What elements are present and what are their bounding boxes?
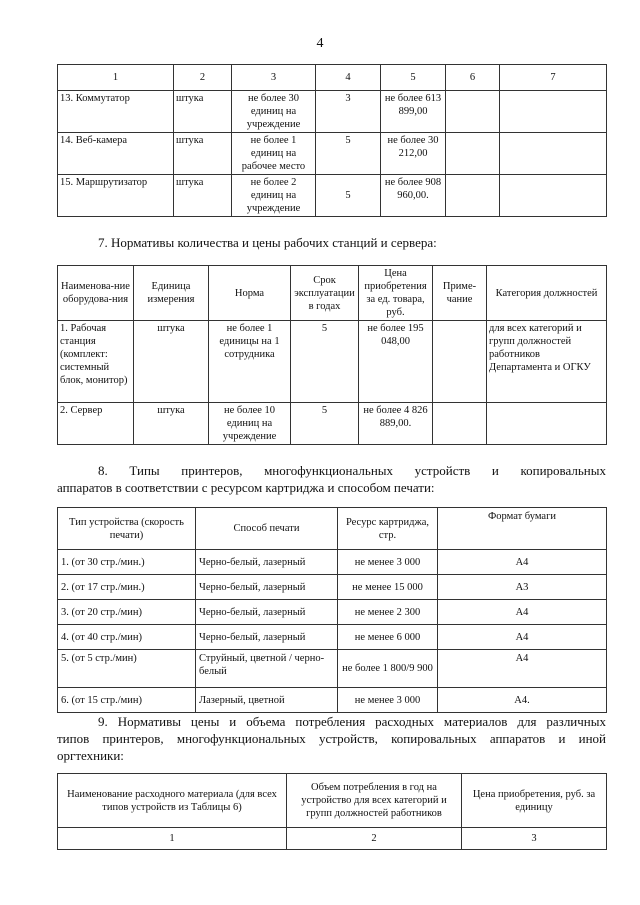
table-cell: не менее 6 000 [338, 625, 438, 650]
table-cell: А4 [438, 650, 607, 688]
table-cell: А4 [438, 550, 607, 575]
table-cell: штука [174, 133, 232, 175]
table-cell: 2. Сервер [58, 403, 134, 445]
table-cell: 5 [291, 321, 359, 403]
section-9-heading-line-2: типов принтеров, многофункциональных устройств, копировальных аппаратов и иной [57, 731, 606, 746]
column-number: 7 [500, 65, 607, 91]
table-cell: Черно-белый, лазерный [196, 575, 338, 600]
table-row [58, 175, 607, 217]
table-header-number-row [58, 828, 607, 850]
table-header-row [58, 508, 607, 550]
table-cell: для всех категорий и групп должностей работников Департамента и ОГКУ [487, 321, 607, 403]
table-cell [487, 403, 607, 445]
table-cell: Черно-белый, лазерный [196, 625, 338, 650]
equipment-table [57, 64, 607, 217]
section-8-heading-line-2: аппаратов в соответствии с ресурсом картриджа и способом печати: [57, 480, 435, 495]
table-cell: не более 2 единиц на учреждение [232, 175, 316, 217]
workstation-table [57, 265, 607, 445]
column-header: Способ печати [196, 508, 338, 550]
table-cell [500, 133, 607, 175]
table-row [58, 688, 607, 713]
table-cell: не более 30 212,00 [381, 133, 446, 175]
table-cell: не менее 15 000 [338, 575, 438, 600]
table-cell: не более 10 единиц на учреждение [209, 403, 291, 445]
table-row [58, 625, 607, 650]
table-cell: А3 [438, 575, 607, 600]
table-cell: не более 195 048,00 [359, 321, 433, 403]
column-header: Срок эксплуатации в годах [291, 266, 359, 321]
table-cell: 3. (от 20 стр./мин) [58, 600, 196, 625]
table-cell: А4 [438, 600, 607, 625]
table-cell [446, 133, 500, 175]
table-cell: Струйный, цветной / черно-белый [196, 650, 338, 688]
column-number: 6 [446, 65, 500, 91]
table-row [58, 600, 607, 625]
column-header: Формат бумаги [438, 508, 607, 550]
table-cell: Черно-белый, лазерный [196, 600, 338, 625]
column-header: Ресурс картриджа, стр. [338, 508, 438, 550]
column-number: 5 [381, 65, 446, 91]
table-cell: штука [134, 321, 209, 403]
table-cell: не более 1 800/9 900 [338, 650, 438, 688]
table-cell: не более 613 899,00 [381, 91, 446, 133]
column-header: Норма [209, 266, 291, 321]
table-cell: не более 1 единиц на рабочее место [232, 133, 316, 175]
table-header-row [58, 65, 607, 91]
table-cell [433, 403, 487, 445]
table-cell: не менее 3 000 [338, 550, 438, 575]
table-cell: 4. (от 40 стр./мин) [58, 625, 196, 650]
table-cell: 6. (от 15 стр./мин) [58, 688, 196, 713]
column-header: Приме-чание [433, 266, 487, 321]
table-row [58, 91, 607, 133]
column-header: Наименова-ние оборудова-ния [58, 266, 134, 321]
table-cell: не более 1 единицы на 1 сотрудника [209, 321, 291, 403]
column-header: Цена приобретения, руб. за единицу [462, 774, 607, 828]
column-header: Цена приобретения за ед. товара, руб. [359, 266, 433, 321]
table-row [58, 321, 607, 403]
table-cell: 2. (от 17 стр./мин.) [58, 575, 196, 600]
section-9-heading-line-1: 9. Нормативы цены и объема потребления расходных материалов для различных [98, 714, 606, 729]
table-cell: 14. Веб-камера [58, 133, 174, 175]
column-number: 4 [316, 65, 381, 91]
table-cell: 3 [316, 91, 381, 133]
table-cell: А4. [438, 688, 607, 713]
table-row [58, 550, 607, 575]
table-row [58, 403, 607, 445]
column-header: Объем потребления в год на устройство для всех категорий и групп должностей работников [287, 774, 462, 828]
table-cell: штука [134, 403, 209, 445]
table-cell: Лазерный, цветной [196, 688, 338, 713]
table-cell: не более 30 единиц на учреждение [232, 91, 316, 133]
table-cell: 5. (от 5 стр./мин) [58, 650, 196, 688]
table-cell: 5 [291, 403, 359, 445]
table-cell: 5 [316, 133, 381, 175]
table-cell: 1. Рабочая станция (комплект: системный блок, монитор) [58, 321, 134, 403]
column-number: 1 [58, 828, 287, 850]
table-cell: не более 4 826 889,00. [359, 403, 433, 445]
section-7-heading: 7. Нормативы количества и цены рабочих станций и сервера: [98, 235, 437, 250]
column-header: Категория должностей [487, 266, 607, 321]
table-cell: 15. Маршрутизатор [58, 175, 174, 217]
section-9-heading-line-3: оргтехники: [57, 748, 124, 763]
column-number: 2 [174, 65, 232, 91]
table-cell [500, 91, 607, 133]
table-header-row [58, 774, 607, 828]
section-8-heading-line-1: 8. Типы принтеров, многофункциональных устройств и копировальных [98, 463, 606, 478]
table-cell: штука [174, 91, 232, 133]
column-header: Единица измерения [134, 266, 209, 321]
table-cell: не менее 2 300 [338, 600, 438, 625]
consumables-table [57, 773, 607, 850]
table-cell: А4 [438, 625, 607, 650]
table-cell: Черно-белый, лазерный [196, 550, 338, 575]
printer-types-table [57, 507, 607, 713]
column-header: Наименование расходного материала (для всех типов устройств из Таблицы 6) [58, 774, 287, 828]
table-cell: 5 [316, 175, 381, 217]
table-cell: 1. (от 30 стр./мин.) [58, 550, 196, 575]
table-cell [446, 175, 500, 217]
column-number: 2 [287, 828, 462, 850]
column-number: 3 [232, 65, 316, 91]
column-number: 1 [58, 65, 174, 91]
table-cell [433, 321, 487, 403]
table-row [58, 575, 607, 600]
table-cell: не более 908 960,00. [381, 175, 446, 217]
table-cell [500, 175, 607, 217]
table-row [58, 650, 607, 688]
column-header: Тип устройства (скорость печати) [58, 508, 196, 550]
table-cell: 13. Коммутатор [58, 91, 174, 133]
page-number: 4 [316, 36, 324, 51]
column-number: 3 [462, 828, 607, 850]
table-cell [446, 91, 500, 133]
table-row [58, 133, 607, 175]
table-cell: штука [174, 175, 232, 217]
table-cell: не менее 3 000 [338, 688, 438, 713]
table-header-row [58, 266, 607, 321]
